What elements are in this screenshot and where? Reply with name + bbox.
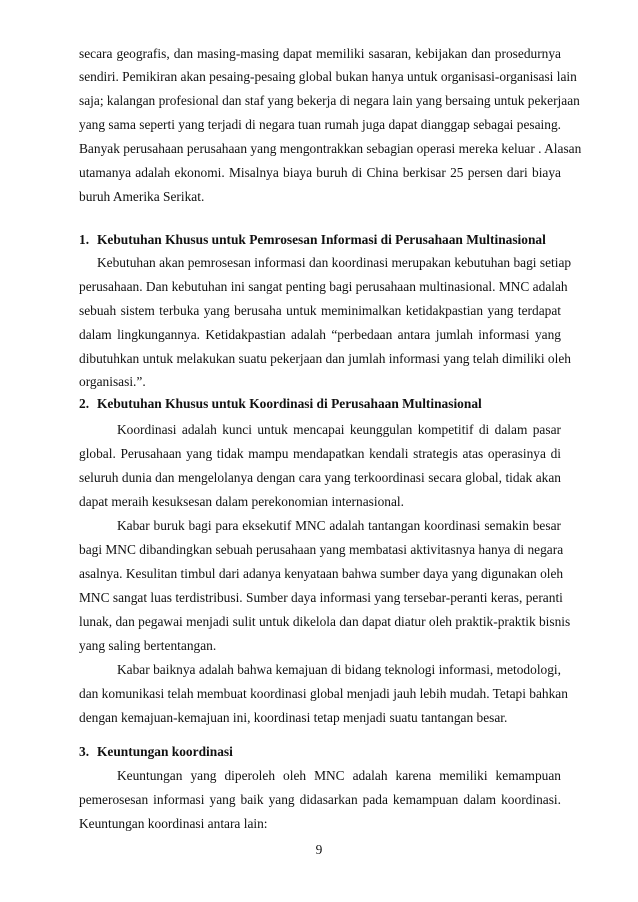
paragraph-line: dibutuhkan untuk melakukan suatu pekerjaan dan jumlah informasi yang telah dimiliki oleh	[79, 351, 571, 366]
paragraph-line: organisasi.”.	[79, 374, 146, 389]
paragraph-line: Kabar baiknya adalah bahwa kemajuan di bidang teknologi informasi, metodologi,	[117, 662, 561, 677]
paragraph-line: bagi MNC dibandingkan sebuah perusahaan yang membatasi aktivitasnya hanya di negara	[79, 542, 564, 557]
paragraph-line: yang sama seperti yang terjadi di negara tuan rumah juga dapat dianggap sebagai pesaing.	[79, 117, 561, 132]
paragraph-line: pemerosesan informasi yang baik yang didasarkan pada kemampuan dalam koordinasi.	[79, 792, 561, 807]
page-number: 9	[315, 842, 323, 857]
paragraph-line: buruh Amerika Serikat.	[79, 189, 205, 204]
paragraph-line: Banyak perusahaan perusahaan yang mengontrakkan sebagian operasi mereka keluar . Alasan	[79, 141, 582, 156]
section-heading-1	[79, 232, 561, 248]
paragraph-line: dan komunikasi telah membuat koordinasi global menjadi jauh lebih mudah. Tetapi bahkan	[79, 686, 568, 701]
section-heading-3	[79, 744, 561, 760]
paragraph-line: MNC sangat luas terdistribusi. Sumber daya informasi yang tersebar-peranti keras, peranti	[79, 590, 563, 605]
section-title: Kebutuhan Khusus untuk Koordinasi di Perusahaan Multinasional	[97, 396, 482, 411]
paragraph-line: sendiri. Pemikiran akan pesaing-pesaing global bukan hanya untuk organisasi-organisasi lain	[79, 69, 577, 84]
section-number: 3.	[79, 744, 90, 759]
paragraph-line: global. Perusahaan yang tidak mampu mendapatkan kendali strategis atas operasinya di	[79, 446, 561, 461]
paragraph-line: Koordinasi adalah kunci untuk mencapai keunggulan kompetitif di dalam pasar	[117, 422, 561, 437]
paragraph-line: saja; kalangan profesional dan staf yang bekerja di negara lain yang bersaing untuk pekerjaan	[79, 93, 580, 108]
paragraph-line: seluruh dunia dan mengelolanya dengan cara yang terkoordinasi secara global, tidak akan	[79, 470, 561, 485]
paragraph-line: perusahaan. Dan kebutuhan ini sangat penting bagi perusahaan multinasional. MNC adalah	[79, 279, 568, 294]
paragraph-line: asalnya. Kesulitan timbul dari adanya kenyataan bahwa sumber daya yang digunakan oleh	[79, 566, 564, 581]
section-number: 2.	[79, 396, 90, 411]
section-heading-2	[79, 396, 561, 412]
section-title: Keuntungan koordinasi	[97, 744, 233, 759]
paragraph-line: dengan kemajuan-kemajuan ini, koordinasi tetap menjadi suatu tantangan besar.	[79, 710, 508, 725]
paragraph-line: yang saling bertentangan.	[79, 638, 217, 653]
paragraph-line: sebuah sistem terbuka yang berusaha untuk meminimalkan ketidakpastian yang terdapat	[79, 303, 561, 318]
paragraph-line: secara geografis, dan masing-masing dapat memiliki sasaran, kebijakan dan prosedurnya	[79, 46, 561, 61]
section-number: 1.	[79, 232, 90, 247]
paragraph-line: Kebutuhan akan pemrosesan informasi dan koordinasi merupakan kebutuhan bagi setiap	[97, 255, 572, 270]
paragraph-line: dapat meraih kesuksesan dalam perekonomian internasional.	[79, 494, 404, 509]
paragraph-line: utamanya adalah ekonomi. Misalnya biaya buruh di China berkisar 25 persen dari biaya	[79, 165, 561, 180]
paragraph-line: dalam lingkungannya. Ketidakpastian adalah “perbedaan antara jumlah informasi yang	[79, 327, 561, 342]
section-title: Kebutuhan Khusus untuk Pemrosesan Informasi di Perusahaan Multinasional	[97, 232, 546, 247]
paragraph-line: Keuntungan yang diperoleh oleh MNC adalah karena memiliki kemampuan	[117, 768, 561, 783]
paragraph-line: lunak, dan pegawai menjadi sulit untuk dikelola dan dapat diatur oleh praktik-praktik bisnis	[79, 614, 571, 629]
paragraph-line: Keuntungan koordinasi antara lain:	[79, 816, 268, 831]
paragraph-line: Kabar buruk bagi para eksekutif MNC adalah tantangan koordinasi semakin besar	[117, 518, 561, 533]
